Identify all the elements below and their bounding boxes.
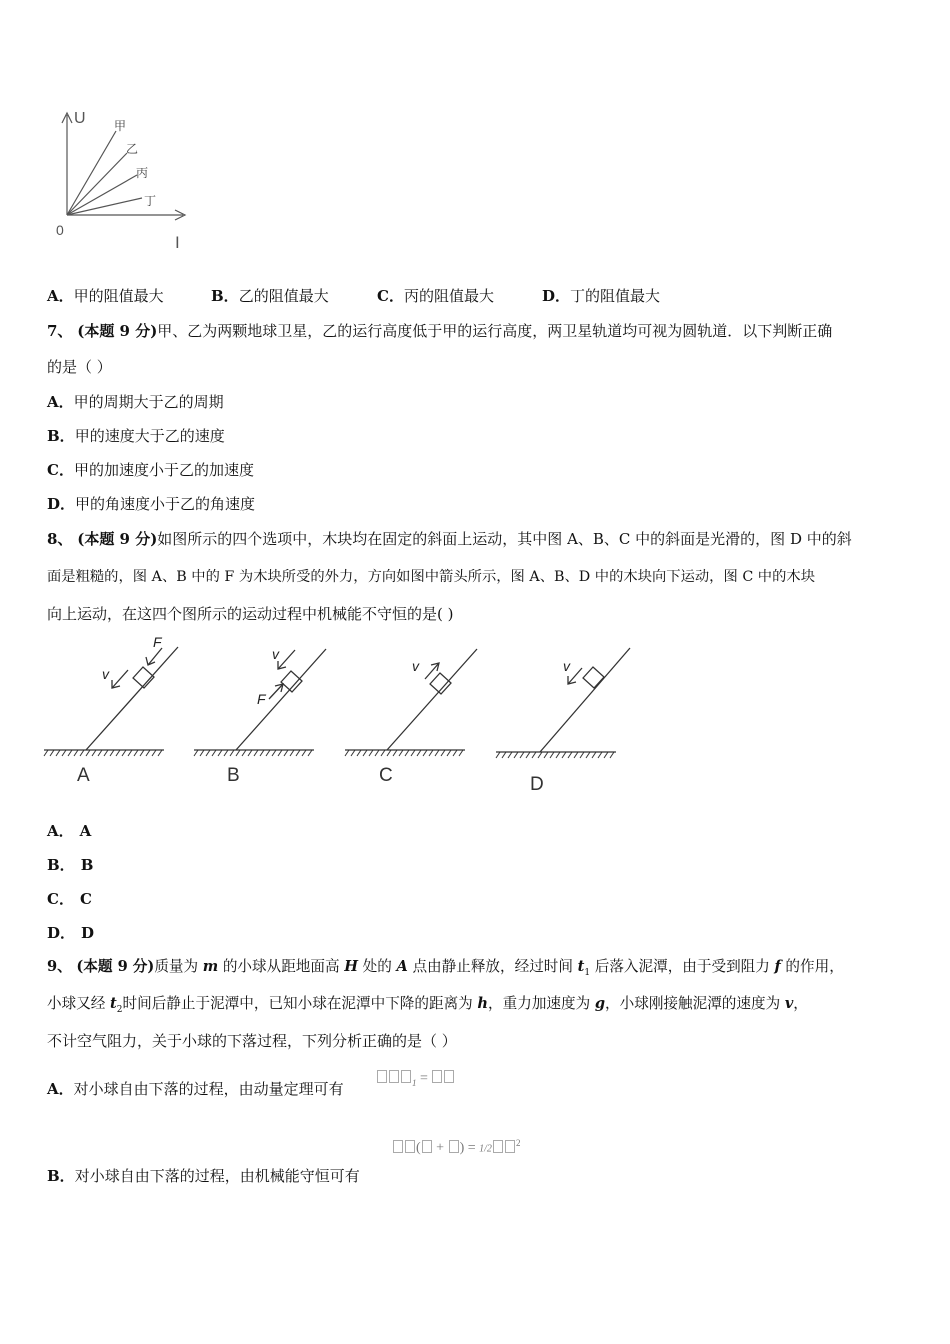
- ground-hatch: [345, 750, 463, 756]
- block: [281, 671, 302, 692]
- ground-hatch: [496, 752, 614, 758]
- velocity-arrow: [112, 670, 128, 688]
- q7-number: 7、: [47, 322, 73, 340]
- q9-option-a[interactable]: A．对小球自由下落的过程，由动量定理可有: [47, 1080, 344, 1098]
- q8-option-a[interactable]: A． A: [47, 822, 92, 840]
- q8-figure-a: [42, 633, 192, 793]
- figure-label: C: [379, 765, 393, 786]
- q8-option-c[interactable]: C． C: [47, 890, 92, 908]
- block: [583, 667, 604, 688]
- q9-option-a-formula: $_1$ =: [376, 1070, 455, 1088]
- q6-options: [47, 286, 907, 306]
- label-ding: 丁: [144, 194, 157, 208]
- q9-stem-line3: 不计空气阻力，关于小球的下落过程，下列分析正确的是（ ）: [47, 1032, 457, 1050]
- q8-stem-line3: 向上运动，在这四个图所示的运动过程中机械能不守恒的是( ): [47, 605, 454, 623]
- velocity-arrow: [278, 650, 295, 669]
- q9-option-b-formula: ( + ) = $1/2^2$: [392, 1138, 520, 1157]
- force-label: F: [257, 691, 266, 707]
- q9-stem-line2: 小球又经 $t_2$时间后静止于泥潭中，已知小球在泥潭中下降的距离为 h，重力加速度为 g，小球刚接触泥潭的速度为 v，: [47, 995, 808, 1015]
- q8-meta: (本题 9 分): [77, 530, 158, 548]
- ground-hatch: [44, 750, 162, 756]
- q8-figure-d: [494, 633, 644, 798]
- q8-stem-line2: 面是粗糙的，图 A、B 中的 F 为木块所受的外力，方向如图中箭头所示，图 A、B、D 中的木块向下运动，图 C 中的木块: [47, 569, 815, 585]
- incline: [540, 648, 630, 752]
- label-jia: 甲: [114, 119, 127, 133]
- figure-label: B: [227, 765, 240, 786]
- q8-figure-b: [192, 633, 342, 793]
- line-yi: [67, 153, 127, 215]
- figure-label: D: [530, 774, 544, 795]
- figure-label: A: [77, 765, 90, 786]
- incline: [86, 647, 178, 750]
- q7-option-c[interactable]: C．甲的加速度小于乙的加速度: [47, 461, 254, 479]
- q7-option-d[interactable]: D．甲的角速度小于乙的角速度: [47, 495, 256, 513]
- q9-option-b[interactable]: B．对小球自由下落的过程，由机械能守恒可有: [47, 1167, 360, 1185]
- velocity-label: v: [412, 658, 419, 674]
- line-bing: [67, 175, 137, 215]
- velocity-label: v: [563, 658, 570, 674]
- q6-option-b[interactable]: B．乙的阻值最大: [211, 287, 329, 305]
- i-axis-label: I: [175, 233, 180, 252]
- q6-option-c[interactable]: C．丙的阻值最大: [377, 287, 494, 305]
- q6-option-d[interactable]: D．丁的阻值最大: [542, 287, 661, 305]
- q8-figure-c: [343, 633, 493, 793]
- q8-stem-line1: 8、 (本题 9 分)如图所示的四个选项中，木块均在固定的斜面上运动，其中图 A、B、C 中的斜面是光滑的，图 D 中的斜: [47, 530, 852, 548]
- q6-option-a[interactable]: A．甲的阻值最大: [47, 287, 164, 305]
- q8-number: 8、: [47, 530, 73, 548]
- velocity-label: v: [272, 646, 279, 662]
- q8-option-d[interactable]: D． D: [47, 924, 95, 942]
- q7-option-a[interactable]: A．甲的周期大于乙的周期: [47, 393, 224, 411]
- incline: [236, 649, 326, 750]
- label-bing: 丙: [136, 166, 149, 180]
- ground-hatch: [194, 750, 312, 756]
- q7-stem-line2: 的是（ ）: [47, 358, 112, 376]
- q8-option-b[interactable]: B． B: [47, 856, 94, 874]
- q7-meta: (本题 9 分): [77, 322, 158, 340]
- velocity-label: v: [102, 666, 109, 682]
- q7-stem-line1: 7、 (本题 9 分)甲、乙为两颗地球卫星，乙的运行高度低于甲的运行高度，两卫星轨道均可视为圆轨道．以下判断正确: [47, 322, 833, 340]
- u-i-graph: [50, 105, 200, 255]
- q9-number: 9、: [47, 958, 72, 975]
- force-label: F: [153, 634, 162, 650]
- label-yi: 乙: [126, 142, 139, 156]
- u-axis-label: U: [74, 110, 86, 127]
- q9-stem-line1: 9、 (本题 9 分)质量为 m 的小球从距地面高 H 处的 A 点由静止释放，经过时间 $t_1$ 后落入泥潭，由于受到阻力 f 的作用，: [47, 958, 844, 978]
- origin-label: 0: [56, 222, 64, 238]
- q7-option-b[interactable]: B．甲的速度大于乙的速度: [47, 427, 225, 445]
- line-jia: [67, 131, 116, 215]
- q9-meta: (本题 9 分): [76, 958, 155, 975]
- line-ding: [67, 198, 142, 215]
